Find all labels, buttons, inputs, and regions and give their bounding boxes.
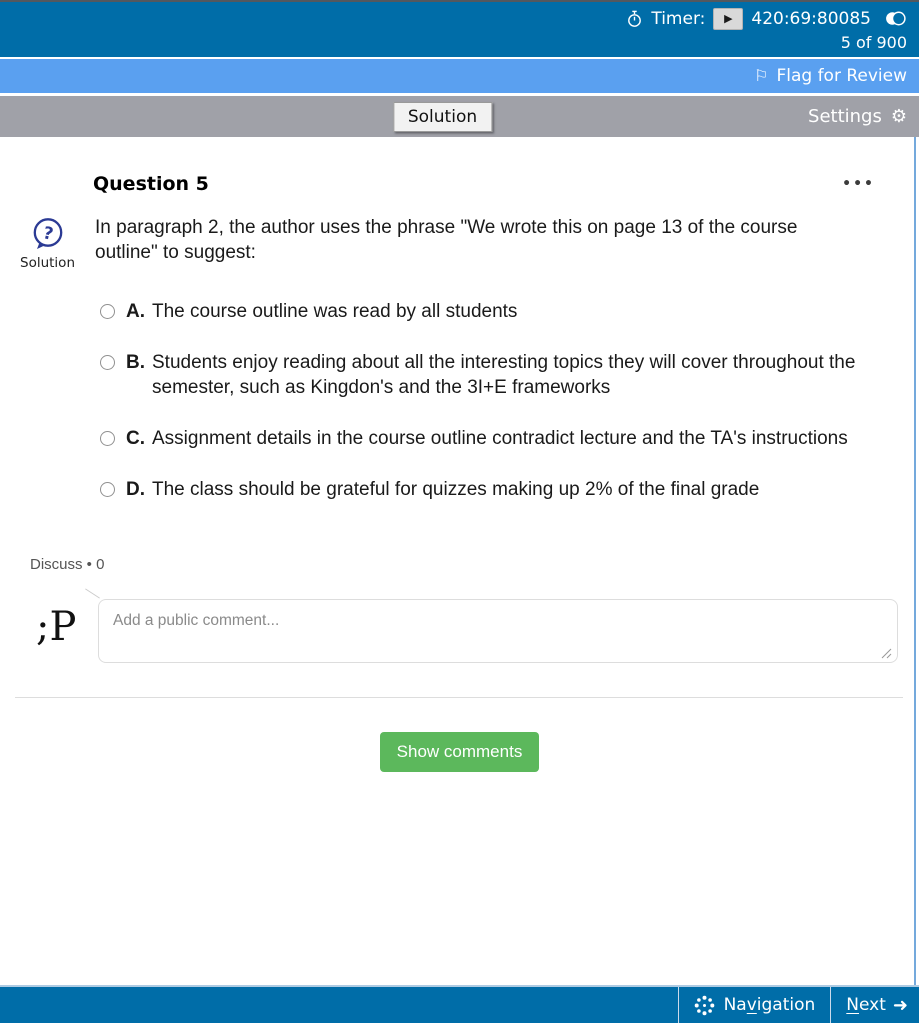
svg-text:?: ? — [40, 223, 55, 245]
next-arrow-icon: ➜ — [892, 994, 908, 1016]
toolbar — [0, 96, 919, 137]
solution-badge-label: Solution — [20, 255, 75, 271]
question-header — [0, 137, 919, 195]
question-panel — [0, 137, 919, 985]
flag-icon: ⚐ — [754, 66, 769, 85]
radio-option-b[interactable] — [100, 355, 115, 370]
next-button[interactable] — [831, 987, 919, 1023]
next-label: Next — [846, 995, 886, 1015]
question-body — [0, 215, 919, 271]
question-progress: 5 of 900 — [840, 32, 907, 52]
option-letter: B. — [126, 352, 145, 373]
contrast-toggle-icon[interactable] — [884, 10, 907, 27]
bottom-nav-bar — [0, 985, 919, 1023]
answer-option-a — [100, 299, 861, 324]
answer-option-c — [100, 426, 861, 451]
solution-toggle-button[interactable]: Solution — [393, 102, 492, 132]
radio-option-a[interactable] — [100, 304, 115, 319]
timer-row — [626, 8, 907, 30]
question-stem: In paragraph 2, the author uses the phrase "We wrote this on page 13 of the course outline" to suggest: — [95, 217, 798, 263]
timer-play-button[interactable] — [713, 8, 743, 30]
navigation-button[interactable] — [679, 987, 831, 1023]
option-letter: C. — [126, 428, 145, 449]
option-letter: D. — [126, 479, 145, 500]
timer-bar — [0, 2, 919, 57]
radio-option-d[interactable] — [100, 482, 115, 497]
option-text: The course outline was read by all students — [152, 301, 518, 322]
navigation-label: Navigation — [723, 995, 816, 1015]
timer-value: 420:69:80085 — [751, 8, 871, 29]
answer-option-d — [100, 477, 861, 502]
section-divider — [15, 697, 903, 698]
comment-input[interactable] — [98, 599, 898, 663]
navigation-grid-icon — [694, 995, 715, 1016]
content-right-border — [914, 137, 916, 985]
flag-for-review-button[interactable]: Flag for Review — [776, 66, 907, 86]
option-text: Assignment details in the course outline contradict lecture and the TA's instructions — [152, 428, 848, 449]
option-text: The class should be grateful for quizzes making up 2% of the final grade — [152, 479, 760, 500]
answer-option-b — [100, 350, 861, 400]
radio-option-c[interactable] — [100, 431, 115, 446]
play-icon: ▶ — [724, 12, 733, 25]
settings-button[interactable] — [808, 106, 907, 127]
comment-row — [36, 599, 898, 667]
comment-bubble-tail — [85, 588, 100, 598]
timer-label: Timer: — [651, 8, 706, 29]
option-letter: A. — [126, 301, 145, 322]
answer-options — [100, 299, 861, 502]
discuss-count-label: Discuss • 0 — [30, 556, 105, 573]
option-text: Students enjoy reading about all the interesting topics they will cover throughout the semester, such as Kingdon's and the 3I+E frameworks — [152, 352, 856, 398]
gear-icon: ⚙ — [890, 105, 907, 127]
flag-bar — [0, 59, 919, 93]
solution-badge[interactable] — [0, 215, 95, 271]
stopwatch-icon — [626, 10, 643, 28]
show-comments-button[interactable]: Show comments — [380, 732, 540, 772]
resize-handle-icon[interactable] — [881, 648, 892, 659]
question-title: Question 5 — [93, 173, 209, 195]
settings-label: Settings — [808, 106, 882, 127]
comment-box — [98, 599, 898, 667]
question-bubble-icon — [29, 215, 67, 253]
more-options-icon[interactable]: ••• — [842, 176, 875, 192]
user-avatar: ;P — [36, 604, 77, 650]
